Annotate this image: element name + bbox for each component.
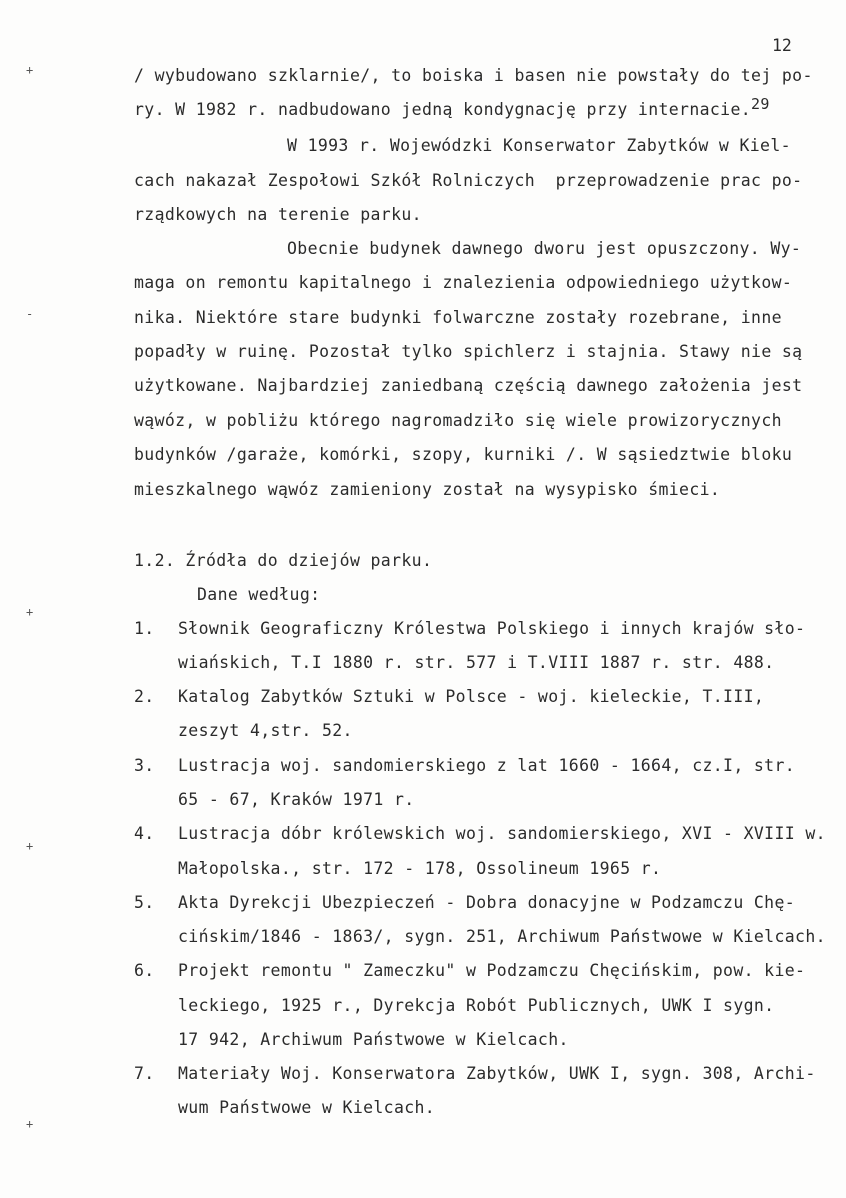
source-number: 7. — [134, 1064, 155, 1083]
source-line: 17 942, Archiwum Państwowe w Kielcach. — [178, 1030, 569, 1049]
page-number: 12 — [772, 36, 792, 55]
paragraph-2-line: rządkowych na terenie parku. — [134, 205, 422, 224]
paragraph-3-line: użytkowane. Najbardziej zaniedbaną częścią dawnego założenia jest — [134, 376, 803, 395]
paragraph-2-line: W 1993 r. Wojewódzki Konserwator Zabytków w Kiel- — [287, 136, 791, 155]
paragraph-3-line: wąwóz, w pobliżu którego nagromadziło się wiele prowizorycznych — [134, 411, 782, 430]
paragraph-2-line: cach nakazał Zespołowi Szkół Rolniczych przeprowadzenie prac po- — [134, 171, 803, 190]
paragraph-3-line: Obecnie budynek dawnego dworu jest opuszczony. Wy- — [287, 239, 802, 258]
section-intro: Dane według: — [197, 585, 321, 604]
source-line: wiańskich, T.I 1880 r. str. 577 i T.VIII 1887 r. str. 488. — [178, 653, 775, 672]
source-line: Katalog Zabytków Sztuki w Polsce - woj. kieleckie, T.III, — [178, 687, 765, 706]
source-number: 5. — [134, 893, 155, 912]
source-line: wum Państwowe w Kielcach. — [178, 1098, 436, 1117]
source-line: Projekt remontu " Zameczku" w Podzamczu Chęcińskim, pow. kie- — [178, 961, 806, 980]
source-line: Lustracja woj. sandomierskiego z lat 1660 - 1664, cz.I, str. — [178, 756, 796, 775]
source-line: Akta Dyrekcji Ubezpieczeń - Dobra donacyjne w Podzamczu Chę- — [178, 893, 796, 912]
margin-mark: + — [26, 63, 34, 77]
margin-mark: + — [26, 605, 34, 619]
paragraph-3-line: maga on remontu kapitalnego i znalezienia odpowiedniego użytkow- — [134, 273, 793, 292]
margin-mark: - — [26, 307, 34, 321]
source-line: 65 - 67, Kraków 1971 r. — [178, 790, 415, 809]
source-line: Materiały Woj. Konserwatora Zabytków, UWK I, sygn. 308, Archi- — [178, 1064, 816, 1083]
source-line: cińskim/1846 - 1863/, sygn. 251, Archiwum Państwowe w Kielcach. — [178, 927, 826, 946]
source-line: zeszyt 4,str. 52. — [178, 721, 353, 740]
source-line: leckiego, 1925 r., Dyrekcja Robót Publicznych, UWK I sygn. — [178, 996, 775, 1015]
source-line: Słownik Geograficzny Królestwa Polskiego i innych krajów sło- — [178, 619, 806, 638]
footnote-reference: 29 — [751, 95, 770, 113]
paragraph-3-line: budynków /garaże, komórki, szopy, kurniki /. W sąsiedztwie bloku — [134, 445, 793, 464]
section-heading: 1.2. Źródła do dziejów parku. — [134, 551, 433, 570]
paragraph-1-text: ry. W 1982 r. nadbudowano jedną kondygnację przy internacie. — [134, 100, 752, 119]
source-number: 2. — [134, 687, 155, 706]
paragraph-1-line: / wybudowano szklarnie/, to boiska i basen nie powstały do tej po- — [134, 66, 813, 85]
source-number: 6. — [134, 961, 155, 980]
source-number: 1. — [134, 619, 155, 638]
source-line: Lustracja dóbr królewskich woj. sandomierskiego, XVI - XVIII w. — [178, 824, 826, 843]
paragraph-3-line: nika. Niektóre stare budynki folwarczne zostały rozebrane, inne — [134, 308, 782, 327]
source-number: 3. — [134, 756, 155, 775]
paragraph-3-line: mieszkalnego wąwóz zamieniony został na wysypisko śmieci. — [134, 480, 721, 499]
paragraph-3-line: popadły w ruinę. Pozostał tylko spichlerz i stajnia. Stawy nie są — [134, 342, 803, 361]
margin-mark: + — [26, 1117, 34, 1131]
source-number: 4. — [134, 824, 155, 843]
paragraph-1-line — [134, 95, 770, 120]
margin-mark: + — [26, 839, 34, 853]
source-line: Małopolska., str. 172 - 178, Ossolineum 1965 r. — [178, 859, 662, 878]
